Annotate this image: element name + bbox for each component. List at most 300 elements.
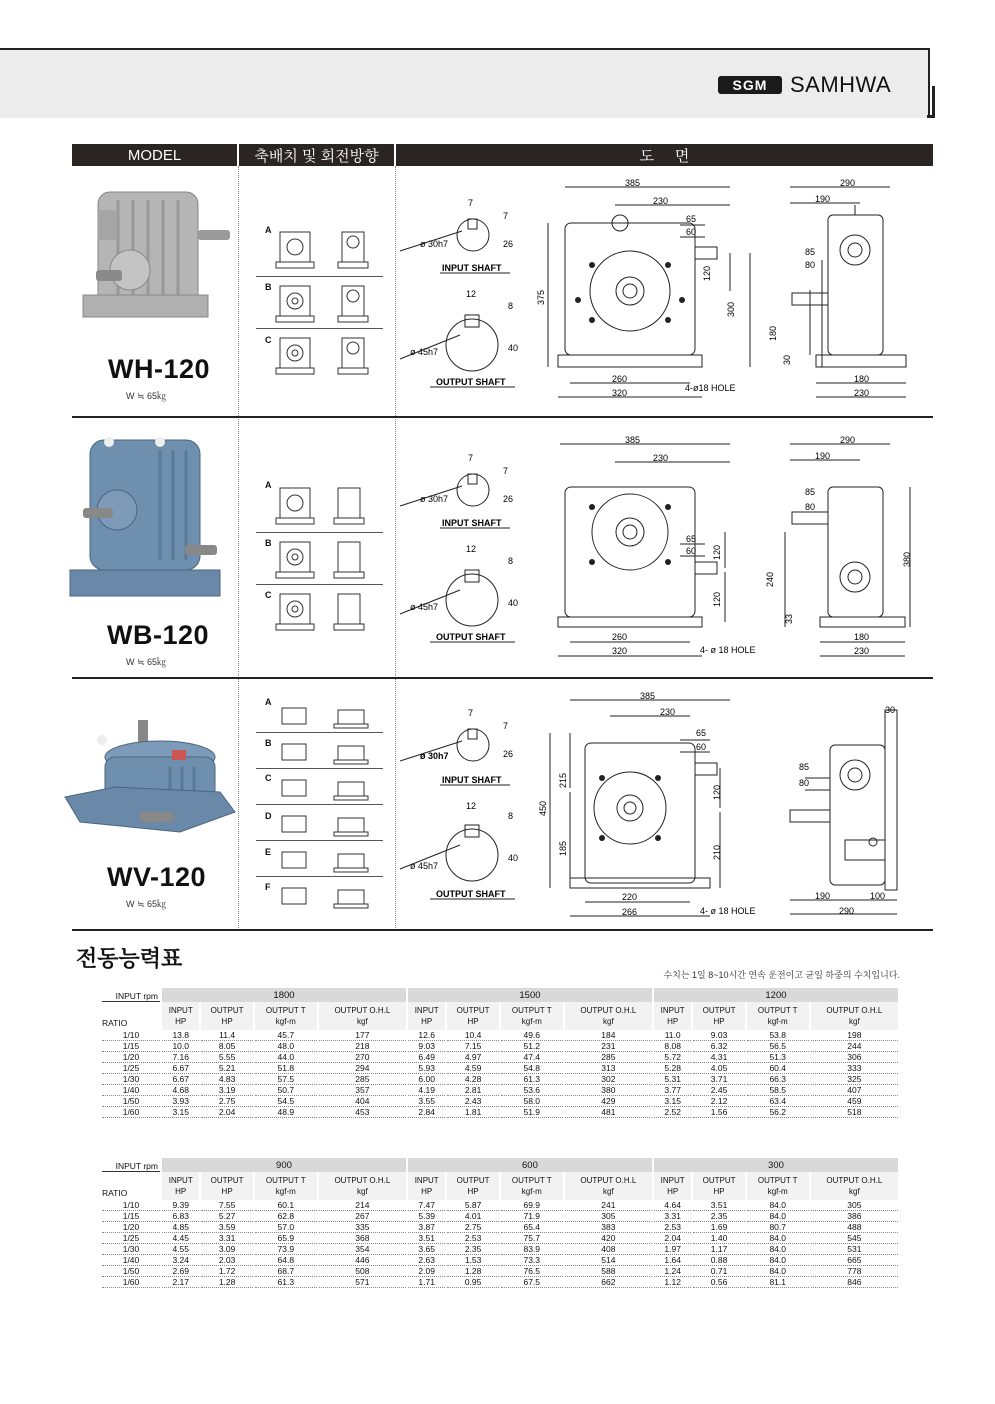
value-cell: 270 xyxy=(319,1052,406,1063)
svg-text:85: 85 xyxy=(805,247,816,257)
value-cell: 0.88 xyxy=(693,1255,744,1266)
rotation-label: A xyxy=(265,697,272,707)
value-cell: 3.59 xyxy=(201,1222,252,1233)
input-rpm-label: INPUT rpm xyxy=(102,1161,160,1172)
value-cell: 1.53 xyxy=(447,1255,498,1266)
value-cell: 333 xyxy=(811,1063,898,1074)
value-cell: 5.28 xyxy=(654,1063,691,1074)
table-row xyxy=(102,1074,898,1085)
rotation-label: A xyxy=(265,480,272,490)
svg-text:30: 30 xyxy=(885,705,896,715)
value-cell: 665 xyxy=(811,1255,898,1266)
value-cell: 58.5 xyxy=(747,1085,809,1096)
table-row xyxy=(102,1096,898,1107)
value-cell: 4.45 xyxy=(162,1233,199,1244)
value-cell: 2.17 xyxy=(162,1277,199,1288)
table-row xyxy=(102,1244,898,1255)
value-cell: 84.0 xyxy=(747,1211,809,1222)
svg-text:180: 180 xyxy=(854,632,870,642)
svg-text:30: 30 xyxy=(782,354,792,365)
value-cell: 51.9 xyxy=(501,1107,563,1118)
value-cell: 3.65 xyxy=(408,1244,445,1255)
value-cell: 2.43 xyxy=(447,1096,498,1107)
column-header: OUTPUT T kgf-m xyxy=(501,1172,563,1200)
column-header: OUTPUT HP xyxy=(201,1002,252,1030)
value-cell: 4.55 xyxy=(162,1244,199,1255)
column-header: OUTPUT O.H.L kgf xyxy=(811,1002,898,1030)
side-view-wv xyxy=(785,700,910,925)
column-header: INPUT HP xyxy=(654,1002,691,1030)
value-cell: 61.3 xyxy=(255,1277,317,1288)
table-row xyxy=(102,1266,898,1277)
value-cell: 63.4 xyxy=(747,1096,809,1107)
rotation-label: C xyxy=(265,335,272,345)
performance-table xyxy=(100,988,900,1118)
svg-text:7: 7 xyxy=(503,211,509,221)
value-cell: 53.8 xyxy=(747,1030,809,1041)
value-cell: 508 xyxy=(319,1266,406,1277)
value-cell: 6.67 xyxy=(162,1063,199,1074)
value-cell: 420 xyxy=(565,1233,652,1244)
ratio-cell: 1/60 xyxy=(102,1107,160,1118)
value-cell: 294 xyxy=(319,1063,406,1074)
column-header: OUTPUT T kgf-m xyxy=(747,1172,809,1200)
svg-text:190: 190 xyxy=(815,451,831,461)
value-cell: 429 xyxy=(565,1096,652,1107)
value-cell: 53.6 xyxy=(501,1085,563,1096)
value-cell: 8.05 xyxy=(201,1041,252,1052)
value-cell: 57.0 xyxy=(255,1222,317,1233)
svg-text:385: 385 xyxy=(625,178,641,188)
value-cell: 545 xyxy=(811,1233,898,1244)
svg-text:180: 180 xyxy=(768,325,778,341)
value-cell: 335 xyxy=(319,1222,406,1233)
svg-text:4-ø18 HOLE: 4-ø18 HOLE xyxy=(685,383,736,393)
model-name: WH-120 xyxy=(108,354,211,384)
value-cell: 2.81 xyxy=(447,1085,498,1096)
value-cell: 62.8 xyxy=(255,1211,317,1222)
rpm-group-header: 600 xyxy=(408,1158,652,1172)
value-cell: 4.28 xyxy=(447,1074,498,1085)
value-cell: 368 xyxy=(319,1233,406,1244)
svg-text:ø 30h7: ø 30h7 xyxy=(420,239,449,249)
column-header: OUTPUT HP xyxy=(693,1172,744,1200)
value-cell: 1.97 xyxy=(654,1244,691,1255)
svg-text:120: 120 xyxy=(712,784,722,800)
value-cell: 3.31 xyxy=(654,1211,691,1222)
value-cell: 305 xyxy=(811,1200,898,1211)
value-cell: 481 xyxy=(565,1107,652,1118)
svg-text:266: 266 xyxy=(622,907,638,917)
svg-text:80: 80 xyxy=(805,502,816,512)
column-header: INPUT HP xyxy=(162,1002,199,1030)
value-cell: 3.71 xyxy=(693,1074,744,1085)
value-cell: 1.17 xyxy=(693,1244,744,1255)
value-cell: 60.4 xyxy=(747,1063,809,1074)
value-cell: 3.51 xyxy=(693,1200,744,1211)
value-cell: 4.19 xyxy=(408,1085,445,1096)
value-cell: 357 xyxy=(319,1085,406,1096)
value-cell: 7.15 xyxy=(447,1041,498,1052)
value-cell: 5.39 xyxy=(408,1211,445,1222)
value-cell: 1.24 xyxy=(654,1266,691,1277)
ratio-cell: 1/30 xyxy=(102,1244,160,1255)
svg-text:215: 215 xyxy=(558,772,568,788)
row-divider xyxy=(72,929,933,931)
value-cell: 383 xyxy=(565,1222,652,1233)
table-row xyxy=(102,1107,898,1118)
value-cell: 69.9 xyxy=(501,1200,563,1211)
ratio-cell: 1/20 xyxy=(102,1052,160,1063)
rotation-diagrams xyxy=(272,484,382,634)
svg-text:ø 45h7: ø 45h7 xyxy=(410,602,439,612)
performance-table xyxy=(100,1158,900,1288)
table-row xyxy=(102,1030,898,1041)
model-weight: W ≒ 65㎏ xyxy=(126,899,167,909)
value-cell: 48.0 xyxy=(255,1041,317,1052)
value-cell: 3.15 xyxy=(162,1107,199,1118)
value-cell: 354 xyxy=(319,1244,406,1255)
table-row xyxy=(102,1211,898,1222)
value-cell: 1.71 xyxy=(408,1277,445,1288)
value-cell: 1.40 xyxy=(693,1233,744,1244)
svg-text:260: 260 xyxy=(612,374,628,384)
svg-text:40: 40 xyxy=(508,853,519,863)
model-weight: W ≒ 65㎏ xyxy=(126,391,167,401)
value-cell: 9.03 xyxy=(693,1030,744,1041)
value-cell: 3.87 xyxy=(408,1222,445,1233)
value-cell: 302 xyxy=(565,1074,652,1085)
value-cell: 408 xyxy=(565,1244,652,1255)
rpm-group-header: 900 xyxy=(162,1158,406,1172)
value-cell: 60.1 xyxy=(255,1200,317,1211)
value-cell: 3.51 xyxy=(408,1233,445,1244)
value-cell: 61.3 xyxy=(501,1074,563,1085)
row-divider xyxy=(72,416,933,418)
wb-120-photo xyxy=(65,430,240,620)
column-header: OUTPUT HP xyxy=(693,1002,744,1030)
value-cell: 80.7 xyxy=(747,1222,809,1233)
value-cell: 218 xyxy=(319,1041,406,1052)
value-cell: 13.8 xyxy=(162,1030,199,1041)
value-cell: 4.97 xyxy=(447,1052,498,1063)
rpm-ratio-corner xyxy=(102,988,160,1030)
svg-text:7: 7 xyxy=(503,721,509,731)
rotation-diagrams xyxy=(272,228,382,378)
ratio-cell: 1/10 xyxy=(102,1030,160,1041)
svg-text:375: 375 xyxy=(536,289,546,305)
value-cell: 7.47 xyxy=(408,1200,445,1211)
value-cell: 0.95 xyxy=(447,1277,498,1288)
value-cell: 56.2 xyxy=(747,1107,809,1118)
value-cell: 66.3 xyxy=(747,1074,809,1085)
svg-text:180: 180 xyxy=(854,374,870,384)
value-cell: 84.0 xyxy=(747,1266,809,1277)
column-header: OUTPUT O.H.L kgf xyxy=(565,1002,652,1030)
ratio-label: RATIO xyxy=(102,1017,128,1028)
svg-text:26: 26 xyxy=(503,239,514,249)
value-cell: 778 xyxy=(811,1266,898,1277)
value-cell: 2.04 xyxy=(201,1107,252,1118)
rpm-group-header: 1200 xyxy=(654,988,898,1002)
ratio-cell: 1/25 xyxy=(102,1063,160,1074)
value-cell: 6.49 xyxy=(408,1052,445,1063)
svg-text:4- ø 18 HOLE: 4- ø 18 HOLE xyxy=(700,906,756,916)
svg-text:290: 290 xyxy=(840,435,856,445)
svg-text:65: 65 xyxy=(696,728,707,738)
value-cell: 49.6 xyxy=(501,1030,563,1041)
svg-text:120: 120 xyxy=(712,591,722,607)
value-cell: 4.68 xyxy=(162,1085,199,1096)
value-cell: 56.5 xyxy=(747,1041,809,1052)
value-cell: 5.21 xyxy=(201,1063,252,1074)
value-cell: 9.03 xyxy=(408,1041,445,1052)
table-row xyxy=(102,1052,898,1063)
col-header-model: MODEL xyxy=(72,144,237,166)
svg-text:33: 33 xyxy=(784,613,794,624)
svg-text:7: 7 xyxy=(503,466,509,476)
table-row xyxy=(102,1233,898,1244)
ratio-cell: 1/20 xyxy=(102,1222,160,1233)
svg-text:320: 320 xyxy=(612,388,628,398)
table-row xyxy=(102,1063,898,1074)
row-divider xyxy=(72,677,933,679)
svg-text:320: 320 xyxy=(612,646,628,656)
svg-text:290: 290 xyxy=(840,178,856,188)
value-cell: 4.83 xyxy=(201,1074,252,1085)
rpm-ratio-corner xyxy=(102,1158,160,1200)
svg-text:450: 450 xyxy=(538,800,548,816)
value-cell: 76.5 xyxy=(501,1266,563,1277)
value-cell: 5.72 xyxy=(654,1052,691,1063)
value-cell: 662 xyxy=(565,1277,652,1288)
svg-text:60: 60 xyxy=(686,546,697,556)
table-row xyxy=(102,1277,898,1288)
value-cell: 2.04 xyxy=(654,1233,691,1244)
rpm-group-header: 300 xyxy=(654,1158,898,1172)
svg-text:65: 65 xyxy=(686,214,697,224)
column-header: INPUT HP xyxy=(654,1172,691,1200)
value-cell: 386 xyxy=(811,1211,898,1222)
svg-text:4- ø 18 HOLE: 4- ø 18 HOLE xyxy=(700,645,756,655)
header-corner-mark xyxy=(927,86,935,118)
brand-name: SAMHWA xyxy=(790,72,892,97)
svg-text:80: 80 xyxy=(799,778,810,788)
svg-text:120: 120 xyxy=(712,544,722,560)
ratio-cell: 1/50 xyxy=(102,1266,160,1277)
section-title: 전동능력표 xyxy=(76,947,183,972)
ratio-label: RATIO xyxy=(102,1187,128,1198)
side-view-wb xyxy=(765,432,920,662)
value-cell: 518 xyxy=(811,1107,898,1118)
value-cell: 3.77 xyxy=(654,1085,691,1096)
value-cell: 10.4 xyxy=(447,1030,498,1041)
value-cell: 2.53 xyxy=(447,1233,498,1244)
ratio-cell: 1/15 xyxy=(102,1211,160,1222)
svg-text:40: 40 xyxy=(508,598,519,608)
value-cell: 5.93 xyxy=(408,1063,445,1074)
value-cell: 404 xyxy=(319,1096,406,1107)
table-row xyxy=(102,1041,898,1052)
value-cell: 2.75 xyxy=(447,1222,498,1233)
svg-text:7: 7 xyxy=(468,453,474,463)
value-cell: 588 xyxy=(565,1266,652,1277)
value-cell: 11.4 xyxy=(201,1030,252,1041)
column-header: OUTPUT O.H.L kgf xyxy=(319,1172,406,1200)
ratio-cell: 1/60 xyxy=(102,1277,160,1288)
value-cell: 6.32 xyxy=(693,1041,744,1052)
column-header: INPUT HP xyxy=(408,1002,445,1030)
value-cell: 6.83 xyxy=(162,1211,199,1222)
value-cell: 285 xyxy=(319,1074,406,1085)
value-cell: 2.45 xyxy=(693,1085,744,1096)
value-cell: 1.64 xyxy=(654,1255,691,1266)
side-view-wh xyxy=(770,175,910,405)
svg-text:260: 260 xyxy=(612,632,628,642)
col-header-drawing: 도 면 xyxy=(396,144,933,166)
svg-text:26: 26 xyxy=(503,749,514,759)
rotation-diagrams xyxy=(276,700,386,915)
svg-text:8: 8 xyxy=(508,556,514,566)
svg-text:7: 7 xyxy=(468,198,474,208)
model-name: WB-120 xyxy=(107,620,210,650)
ratio-cell: 1/50 xyxy=(102,1096,160,1107)
rotation-label: C xyxy=(265,590,272,600)
shaft-drawings-wb xyxy=(400,450,530,650)
svg-text:190: 190 xyxy=(815,891,831,901)
svg-text:380: 380 xyxy=(902,551,912,567)
value-cell: 3.24 xyxy=(162,1255,199,1266)
column-header: OUTPUT T kgf-m xyxy=(747,1002,809,1030)
svg-text:INPUT SHAFT: INPUT SHAFT xyxy=(442,775,502,785)
rotation-label: B xyxy=(265,282,272,292)
value-cell: 285 xyxy=(565,1052,652,1063)
value-cell: 64.8 xyxy=(255,1255,317,1266)
value-cell: 0.56 xyxy=(693,1277,744,1288)
svg-text:8: 8 xyxy=(508,811,514,821)
svg-text:385: 385 xyxy=(640,691,656,701)
value-cell: 67.5 xyxy=(501,1277,563,1288)
svg-text:INPUT SHAFT: INPUT SHAFT xyxy=(442,518,502,528)
value-cell: 73.3 xyxy=(501,1255,563,1266)
column-header: INPUT HP xyxy=(162,1172,199,1200)
svg-text:ø 45h7: ø 45h7 xyxy=(410,347,439,357)
value-cell: 50.7 xyxy=(255,1085,317,1096)
value-cell: 8.08 xyxy=(654,1041,691,1052)
value-cell: 4.85 xyxy=(162,1222,199,1233)
col-divider xyxy=(395,166,396,930)
column-header: OUTPUT T kgf-m xyxy=(255,1002,317,1030)
wv-120-photo xyxy=(60,712,240,862)
svg-text:INPUT SHAFT: INPUT SHAFT xyxy=(442,263,502,273)
value-cell: 231 xyxy=(565,1041,652,1052)
svg-text:ø 30h7: ø 30h7 xyxy=(420,751,449,761)
rpm-group-header: 1800 xyxy=(162,988,406,1002)
value-cell: 68.7 xyxy=(255,1266,317,1277)
value-cell: 2.03 xyxy=(201,1255,252,1266)
column-header: OUTPUT T kgf-m xyxy=(501,1002,563,1030)
value-cell: 1.81 xyxy=(447,1107,498,1118)
value-cell: 1.12 xyxy=(654,1277,691,1288)
table-row xyxy=(102,1200,898,1211)
table-note: 수치는 1일 8~10시간 연속 운전이고 균일 하중의 수치입니다. xyxy=(663,970,900,980)
ratio-cell: 1/10 xyxy=(102,1200,160,1211)
value-cell: 459 xyxy=(811,1096,898,1107)
value-cell: 84.0 xyxy=(747,1244,809,1255)
value-cell: 267 xyxy=(319,1211,406,1222)
value-cell: 241 xyxy=(565,1200,652,1211)
value-cell: 4.64 xyxy=(654,1200,691,1211)
value-cell: 2.63 xyxy=(408,1255,445,1266)
svg-text:60: 60 xyxy=(686,227,697,237)
column-header: OUTPUT O.H.L kgf xyxy=(319,1002,406,1030)
column-header: OUTPUT O.H.L kgf xyxy=(811,1172,898,1200)
svg-text:230: 230 xyxy=(653,196,669,206)
value-cell: 9.39 xyxy=(162,1200,199,1211)
shaft-drawings-wh xyxy=(400,195,530,395)
svg-text:210: 210 xyxy=(712,844,722,860)
value-cell: 198 xyxy=(811,1030,898,1041)
value-cell: 75.7 xyxy=(501,1233,563,1244)
svg-text:220: 220 xyxy=(622,892,638,902)
value-cell: 2.75 xyxy=(201,1096,252,1107)
value-cell: 3.19 xyxy=(201,1085,252,1096)
value-cell: 2.35 xyxy=(693,1211,744,1222)
front-view-wh xyxy=(530,175,770,405)
value-cell: 2.12 xyxy=(693,1096,744,1107)
rotation-label: F xyxy=(265,882,271,892)
value-cell: 2.69 xyxy=(162,1266,199,1277)
svg-text:240: 240 xyxy=(765,571,775,587)
value-cell: 3.55 xyxy=(408,1096,445,1107)
value-cell: 54.8 xyxy=(501,1063,563,1074)
table-row xyxy=(102,1222,898,1233)
value-cell: 51.3 xyxy=(747,1052,809,1063)
value-cell: 380 xyxy=(565,1085,652,1096)
value-cell: 2.35 xyxy=(447,1244,498,1255)
value-cell: 214 xyxy=(319,1200,406,1211)
value-cell: 407 xyxy=(811,1085,898,1096)
value-cell: 1.56 xyxy=(693,1107,744,1118)
value-cell: 7.55 xyxy=(201,1200,252,1211)
ratio-cell: 1/25 xyxy=(102,1233,160,1244)
value-cell: 48.9 xyxy=(255,1107,317,1118)
table-row xyxy=(102,1085,898,1096)
value-cell: 47.4 xyxy=(501,1052,563,1063)
ratio-cell: 1/40 xyxy=(102,1085,160,1096)
ratio-cell: 1/15 xyxy=(102,1041,160,1052)
col-header-arrangement: 축배치 및 회전방향 xyxy=(239,144,394,166)
svg-text:190: 190 xyxy=(815,194,831,204)
rotation-label: D xyxy=(265,811,272,821)
value-cell: 81.1 xyxy=(747,1277,809,1288)
svg-text:7: 7 xyxy=(468,708,474,718)
value-cell: 2.84 xyxy=(408,1107,445,1118)
value-cell: 571 xyxy=(319,1277,406,1288)
svg-text:60: 60 xyxy=(696,742,707,752)
column-header: OUTPUT HP xyxy=(447,1002,498,1030)
value-cell: 4.59 xyxy=(447,1063,498,1074)
value-cell: 4.05 xyxy=(693,1063,744,1074)
svg-text:120: 120 xyxy=(702,265,712,281)
value-cell: 12.6 xyxy=(408,1030,445,1041)
svg-text:40: 40 xyxy=(508,343,519,353)
svg-text:26: 26 xyxy=(503,494,514,504)
svg-text:85: 85 xyxy=(799,762,810,772)
value-cell: 5.27 xyxy=(201,1211,252,1222)
value-cell: 44.0 xyxy=(255,1052,317,1063)
value-cell: 57.5 xyxy=(255,1074,317,1085)
